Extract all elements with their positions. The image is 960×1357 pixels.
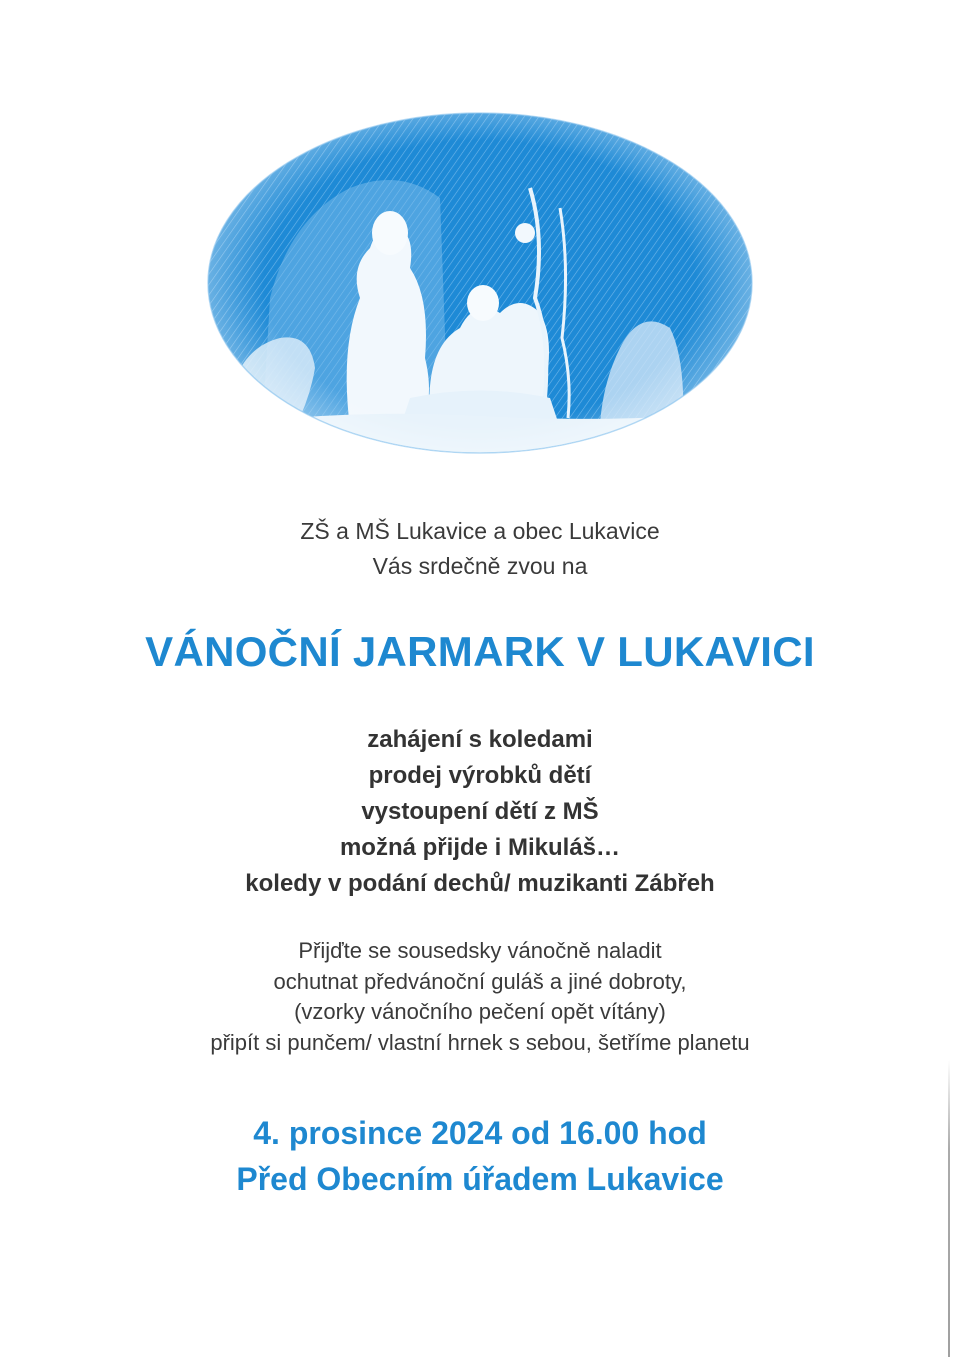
- intro-line-invitation: Vás srdečně zvou na: [372, 553, 588, 579]
- intro-text: [0, 514, 960, 584]
- program-item: vystoupení dětí z MŠ: [361, 798, 599, 825]
- nativity-scene-illustration: [200, 98, 760, 468]
- invite-line: Přijďte se sousedsky vánočně naladit: [298, 938, 662, 963]
- event-details: [0, 1110, 960, 1202]
- program-item: zahájení s koledami: [367, 726, 593, 753]
- program-item: prodej výrobků dětí: [368, 762, 592, 789]
- program-list: [0, 722, 960, 902]
- program-item: možná přijde i Mikuláš…: [339, 834, 621, 861]
- invite-line: připít si punčem/ vlastní hrnek s sebou, šetříme planetu: [210, 1029, 750, 1055]
- intro-line-organizers: ZŠ a MŠ Lukavice a obec Lukavice: [300, 518, 660, 544]
- scan-edge-line: [948, 1060, 950, 1357]
- invite-line: (vzorky vánočního pečení opět vítány): [294, 999, 666, 1024]
- event-place: Před Obecním úřadem Lukavice: [236, 1161, 724, 1197]
- event-date: 4. prosince 2024 od 16.00 hod: [253, 1115, 707, 1151]
- program-item: koledy v podání dechů/ muzikanti Zábřeh: [245, 870, 715, 897]
- invite-line: ochutnat předvánoční guláš a jiné dobroty,: [273, 968, 687, 994]
- invite-text: [0, 936, 960, 1058]
- page-title: VÁNOČNÍ JARMARK V LUKAVICI: [145, 628, 815, 675]
